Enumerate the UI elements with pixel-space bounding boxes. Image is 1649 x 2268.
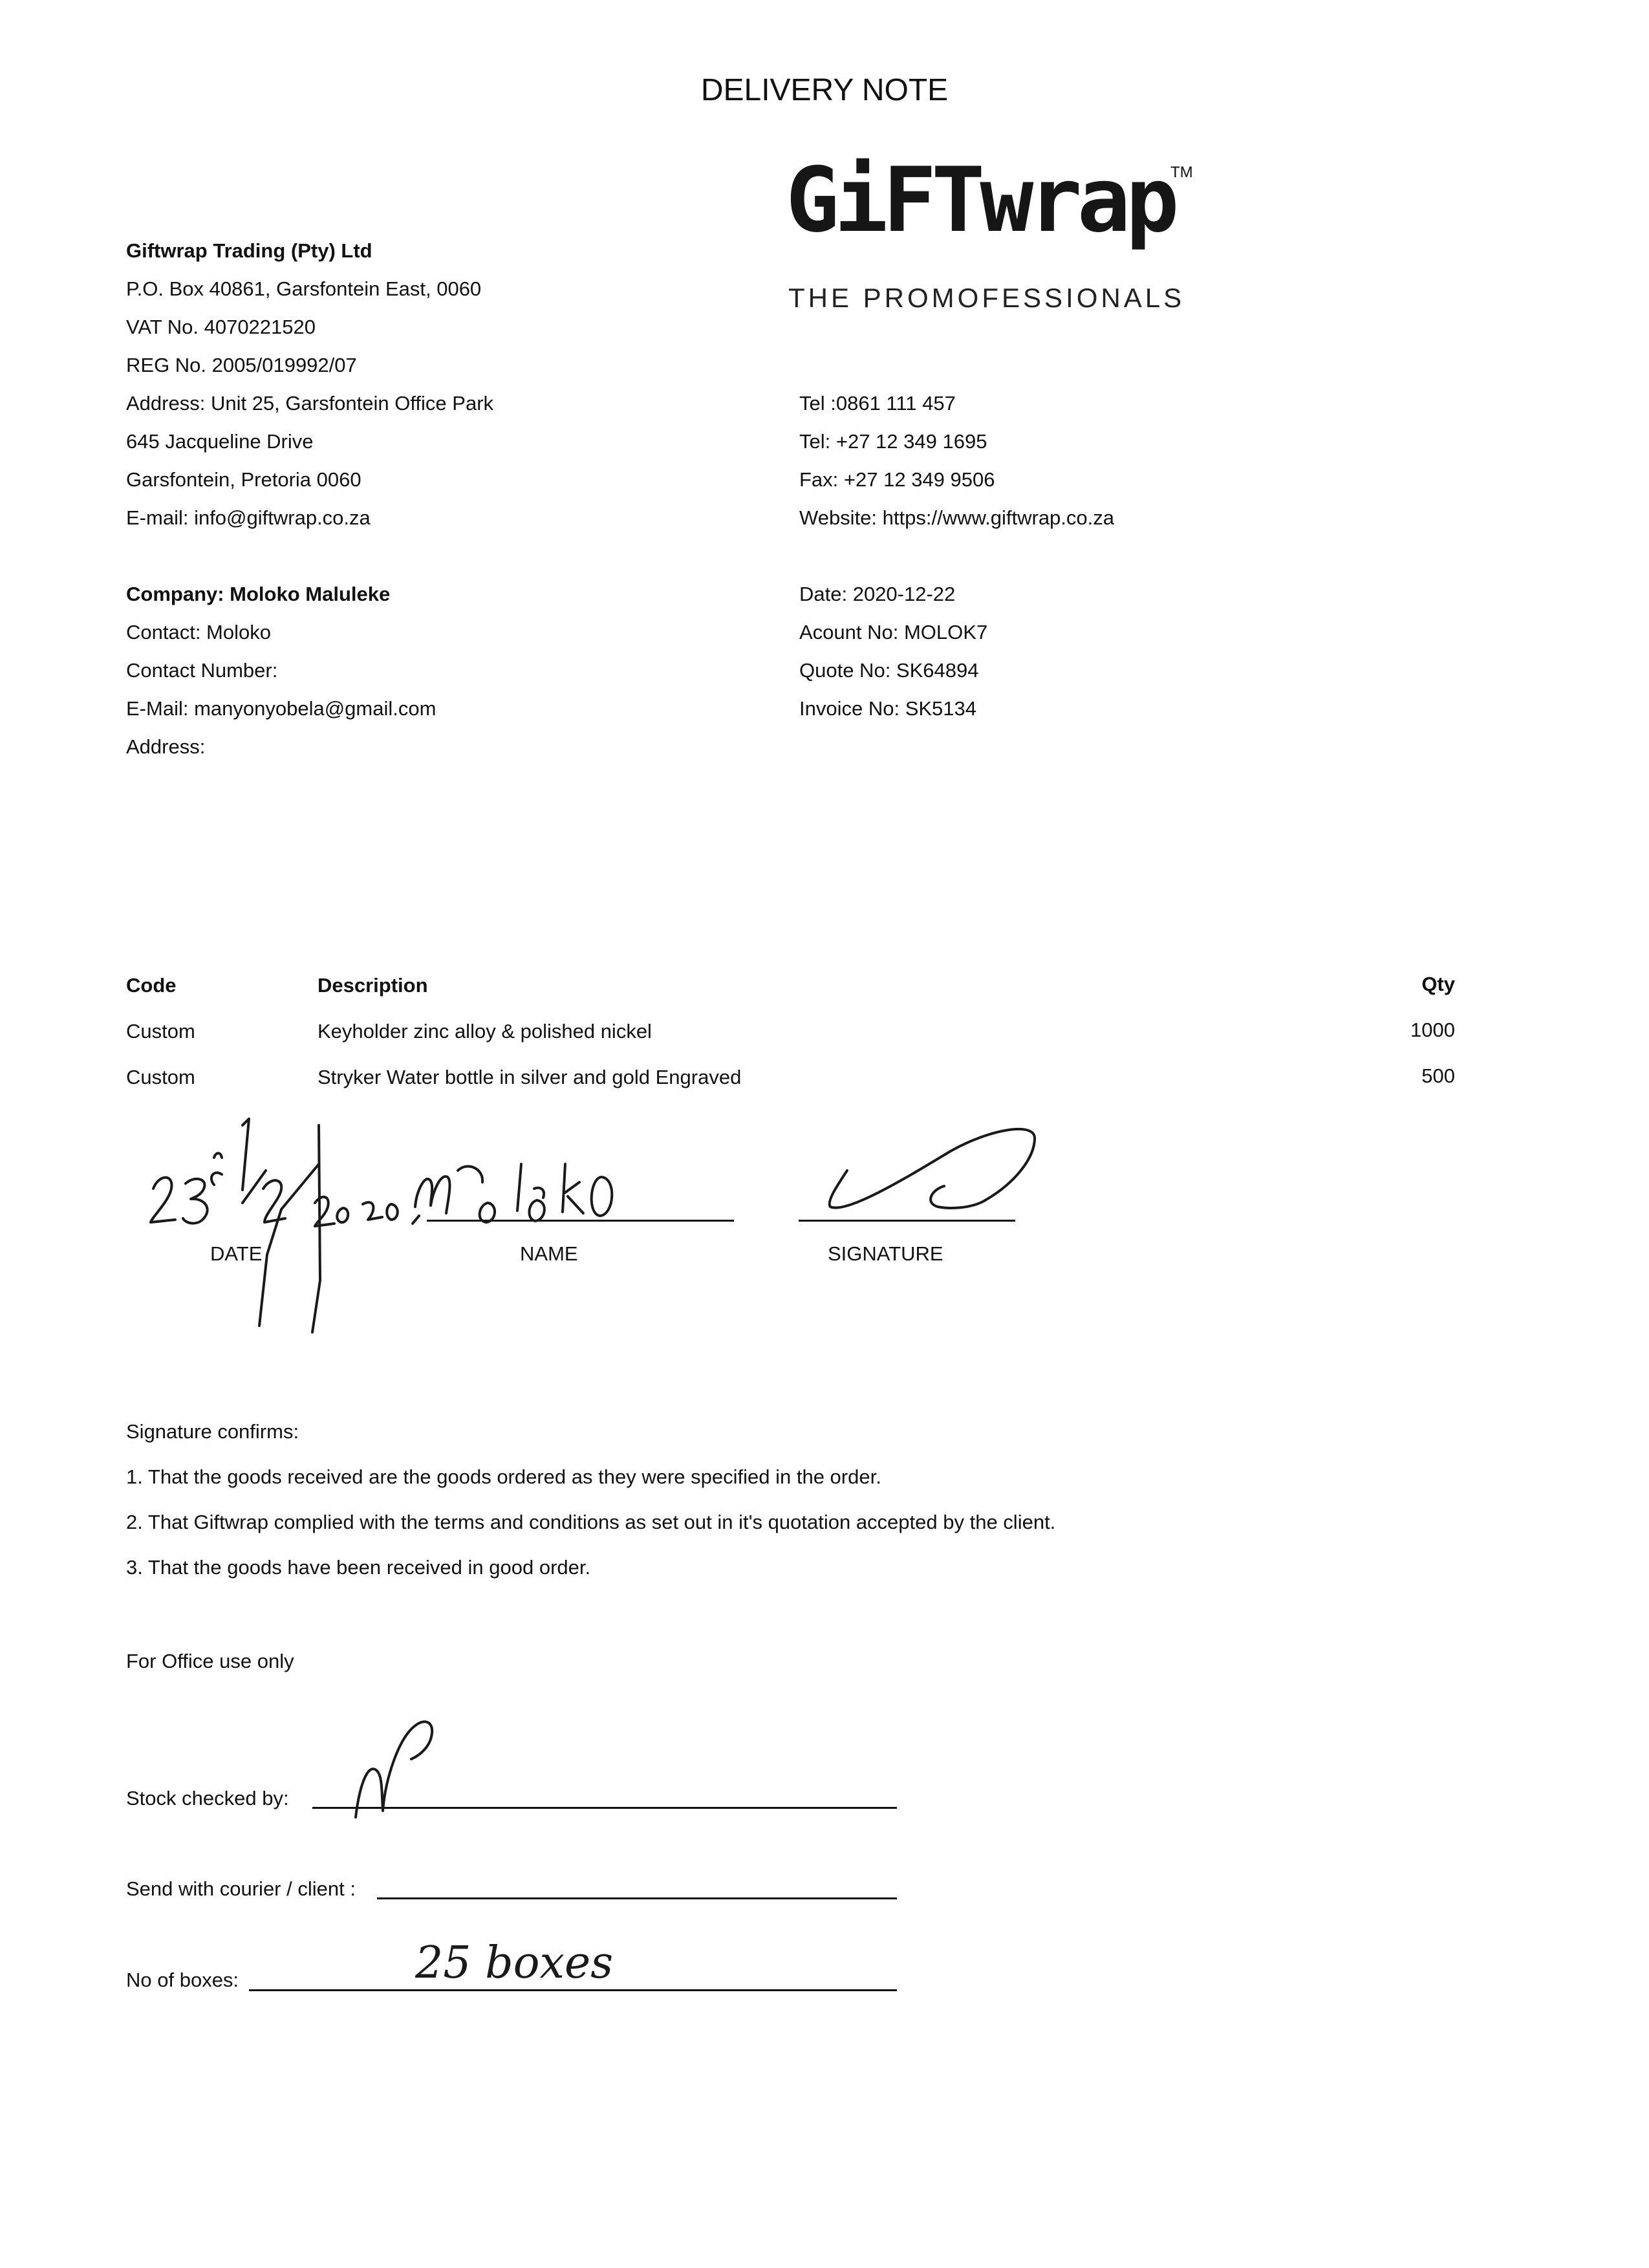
courier-label: Send with courier / client :: [126, 1877, 356, 1900]
logo-trademark: TM: [1170, 164, 1193, 181]
name-label: NAME: [520, 1242, 578, 1265]
contact-line: Website: https://www.giftwrap.co.za: [799, 506, 1115, 529]
supplier-line: P.O. Box 40861, Garsfontein East, 0060: [126, 277, 482, 300]
courier-line: [377, 1897, 897, 1899]
confirmation-heading: Signature confirms:: [126, 1420, 299, 1443]
logo-wordmark: GiFTwrap: [786, 148, 1174, 252]
contact-line: Fax: +27 12 349 9506: [799, 468, 995, 491]
supplier-line: Garsfontein, Pretoria 0060: [126, 468, 361, 491]
customer-line: Address:: [126, 735, 206, 758]
cell-qty: 1000: [1410, 1019, 1455, 1041]
header-qty: Qty: [1421, 973, 1455, 995]
contact-line: Tel :0861 111 457: [799, 392, 956, 415]
customer-line: Contact Number:: [126, 659, 278, 682]
reference-line: Quote No: SK64894: [799, 659, 979, 682]
reference-line: Acount No: MOLOK7: [799, 621, 988, 643]
brand-logo: [786, 148, 1200, 323]
cell-code: Custom: [126, 1066, 195, 1088]
stock-checked-initials: [349, 1707, 479, 1824]
confirmation-item: 2. That Giftwrap complied with the terms and conditions as set out in it's quotation accepted by the client.: [126, 1511, 1056, 1533]
reference-line: Date: 2020-12-22: [799, 583, 956, 605]
customer-line: Contact: Moloko: [126, 621, 271, 643]
boxes-value-text: 25 boxes: [415, 1938, 614, 1989]
date-label: DATE: [210, 1242, 263, 1265]
cell-qty: 500: [1421, 1064, 1455, 1087]
cell-description: Keyholder zinc alloy & polished nickel: [318, 1020, 652, 1042]
logo-tagline: THE PROMOFESSIONALS: [788, 283, 1185, 313]
signature-label: SIGNATURE: [828, 1242, 943, 1265]
confirmation-item: 3. That the goods have been received in good order.: [126, 1556, 591, 1579]
supplier-line: VAT No. 4070221520: [126, 316, 316, 338]
supplier-name: Giftwrap Trading (Pty) Ltd: [126, 239, 372, 262]
cell-description: Stryker Water bottle in silver and gold Engraved: [318, 1066, 742, 1088]
confirmation-item: 1. That the goods received are the goods ordered as they were specified in the order.: [126, 1465, 881, 1488]
boxes-label: No of boxes:: [126, 1969, 239, 1991]
header-description: Description: [318, 974, 428, 997]
customer-line: E-Mail: manyonyobela@gmail.com: [126, 697, 436, 720]
supplier-line: REG No. 2005/019992/07: [126, 354, 357, 376]
handwritten-signature: [821, 1112, 1054, 1222]
handwritten-date: [146, 1112, 404, 1345]
handwritten-name: [407, 1138, 666, 1235]
stock-checked-label: Stock checked by:: [126, 1787, 289, 1809]
contact-line: Tel: +27 12 349 1695: [799, 430, 987, 453]
office-use-heading: For Office use only: [126, 1650, 294, 1672]
supplier-line: Address: Unit 25, Garsfontein Office Park: [126, 392, 494, 415]
supplier-line: 645 Jacqueline Drive: [126, 430, 314, 453]
handwritten-boxes-count: [407, 1934, 692, 1992]
supplier-line: E-mail: info@giftwrap.co.za: [126, 506, 371, 529]
reference-line: Invoice No: SK5134: [799, 697, 977, 720]
cell-code: Custom: [126, 1020, 195, 1042]
header-code: Code: [126, 974, 177, 997]
customer-company: Company: Moloko Maluleke: [126, 583, 391, 605]
document-title: DELIVERY NOTE: [700, 73, 949, 107]
